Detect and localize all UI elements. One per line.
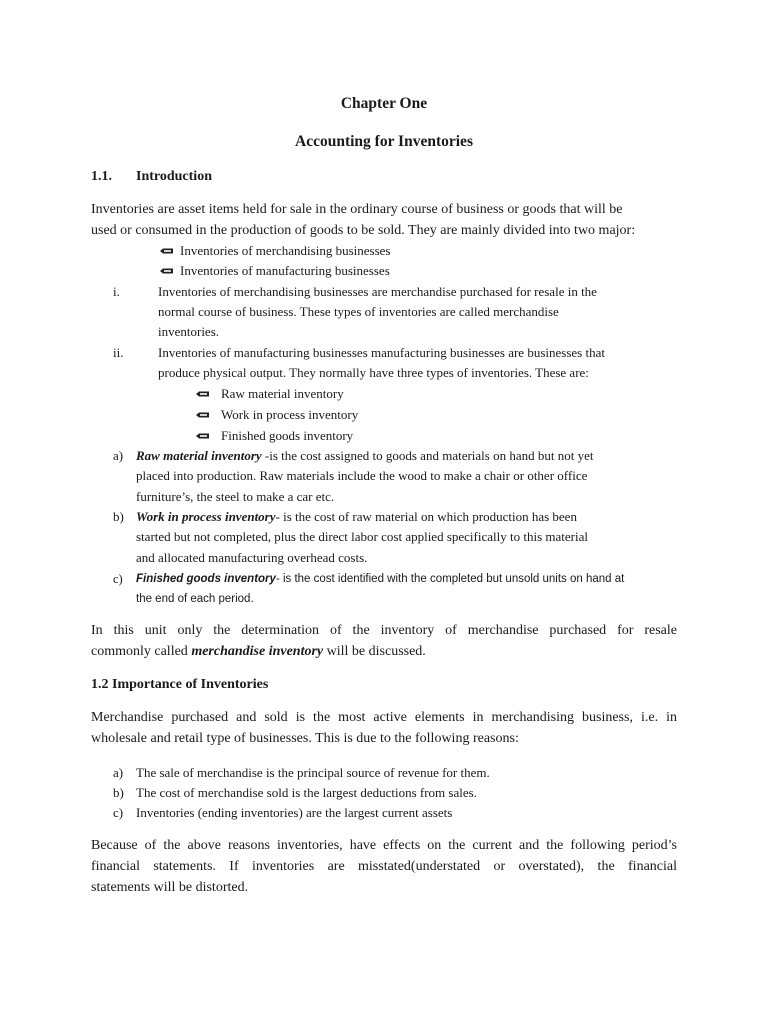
closing-line-3: statements will be distorted. <box>91 880 249 895</box>
unit-para-line-1: In this unit only the determination of the inventory of merchandise purchased for resale <box>91 623 677 638</box>
letter-line: furniture’s, the steel to make a car etc. <box>136 489 335 504</box>
defined-term: Raw material inventory <box>136 448 262 463</box>
bullet-item: Inventories of merchandising businesses <box>180 243 391 258</box>
bullet-item: Inventories of manufacturing businesses <box>180 263 390 278</box>
intro-line-1: Inventories are asset items held for sale in the ordinary course of business or goods that will be <box>91 202 623 217</box>
intro-line-2: used or consumed in the production of goods to be sold. They are mainly divided into two major: <box>91 223 636 238</box>
letter-marker: b) <box>113 785 124 800</box>
roman-line: produce physical output. They normally have three types of inventories. These are: <box>158 365 589 380</box>
chapter-title: Chapter One <box>340 95 428 112</box>
roman-marker: i. <box>113 284 120 299</box>
roman-line: Inventories of merchandising businesses are merchandise purchased for resale in the <box>158 284 597 299</box>
definition-text: -is the cost assigned to goods and materials on hand but not yet <box>261 448 594 463</box>
defined-term: Work in process inventory <box>136 509 276 524</box>
pencil-bullet-icon <box>196 433 210 439</box>
section-heading: Introduction <box>136 169 212 184</box>
reason-item: Inventories (ending inventories) are the largest current assets <box>136 805 453 820</box>
importance-line-1: Merchandise purchased and sold is the most active elements in merchandising business, i.e. in <box>91 710 677 725</box>
pencil-bullet-icon <box>196 391 210 397</box>
letter-line: and allocated manufacturing overhead costs. <box>136 550 368 565</box>
pencil-bullet-icon <box>196 412 210 418</box>
roman-line: Inventories of manufacturing businesses manufacturing businesses are businesses that <box>158 345 605 360</box>
bullet-item: Raw material inventory <box>221 386 344 401</box>
section-number: 1.1. <box>91 169 112 184</box>
letter-item-first-line <box>136 569 624 589</box>
unit-para-line-2 <box>91 642 426 663</box>
roman-line: normal course of business. These types of inventories are called merchandise <box>158 304 559 319</box>
bullet-item: Work in process inventory <box>221 407 359 422</box>
letter-marker: b) <box>113 509 124 524</box>
letter-marker: c) <box>113 805 124 820</box>
reason-item: The sale of merchandise is the principal source of revenue for them. <box>136 765 490 780</box>
unit-para-text: will be discussed. <box>323 644 426 659</box>
main-title: Accounting for Inventories <box>295 133 473 150</box>
importance-line-2: wholesale and retail type of businesses. This is due to the following reasons: <box>91 731 519 746</box>
letter-marker: a) <box>113 765 124 780</box>
defined-term: merchandise inventory <box>191 644 324 659</box>
pencil-bullet-icon <box>160 248 174 254</box>
letter-marker: c) <box>113 572 123 586</box>
roman-marker: ii. <box>113 345 124 360</box>
defined-term: Finished goods inventory <box>136 573 276 585</box>
letter-item-first-line <box>136 446 593 466</box>
letter-line: placed into production. Raw materials include the wood to make a chair or other office <box>136 468 588 483</box>
reason-item: The cost of merchandise sold is the largest deductions from sales. <box>136 785 477 800</box>
unit-para-text: commonly called <box>91 644 192 659</box>
definition-text: - is the cost of raw material on which production has been <box>275 509 577 524</box>
section-heading: 1.2 Importance of Inventories <box>91 677 269 692</box>
bullet-item: Finished goods inventory <box>221 428 354 443</box>
pencil-bullet-icon <box>160 268 174 274</box>
closing-line-2: financial statements. If inventories are misstated(understated or overstated), the financial <box>91 859 677 874</box>
letter-item-first-line <box>136 507 577 527</box>
letter-line: started but not completed, plus the direct labor cost applied specifically to this material <box>136 529 588 544</box>
letter-marker: a) <box>113 448 124 463</box>
closing-line-1: Because of the above reasons inventories, have effects on the current and the following period’s <box>91 838 677 853</box>
definition-text: - is the cost identified with the completed but unsold units on hand at <box>275 573 625 585</box>
roman-line: inventories. <box>158 324 220 339</box>
letter-line: the end of each period. <box>136 593 254 605</box>
